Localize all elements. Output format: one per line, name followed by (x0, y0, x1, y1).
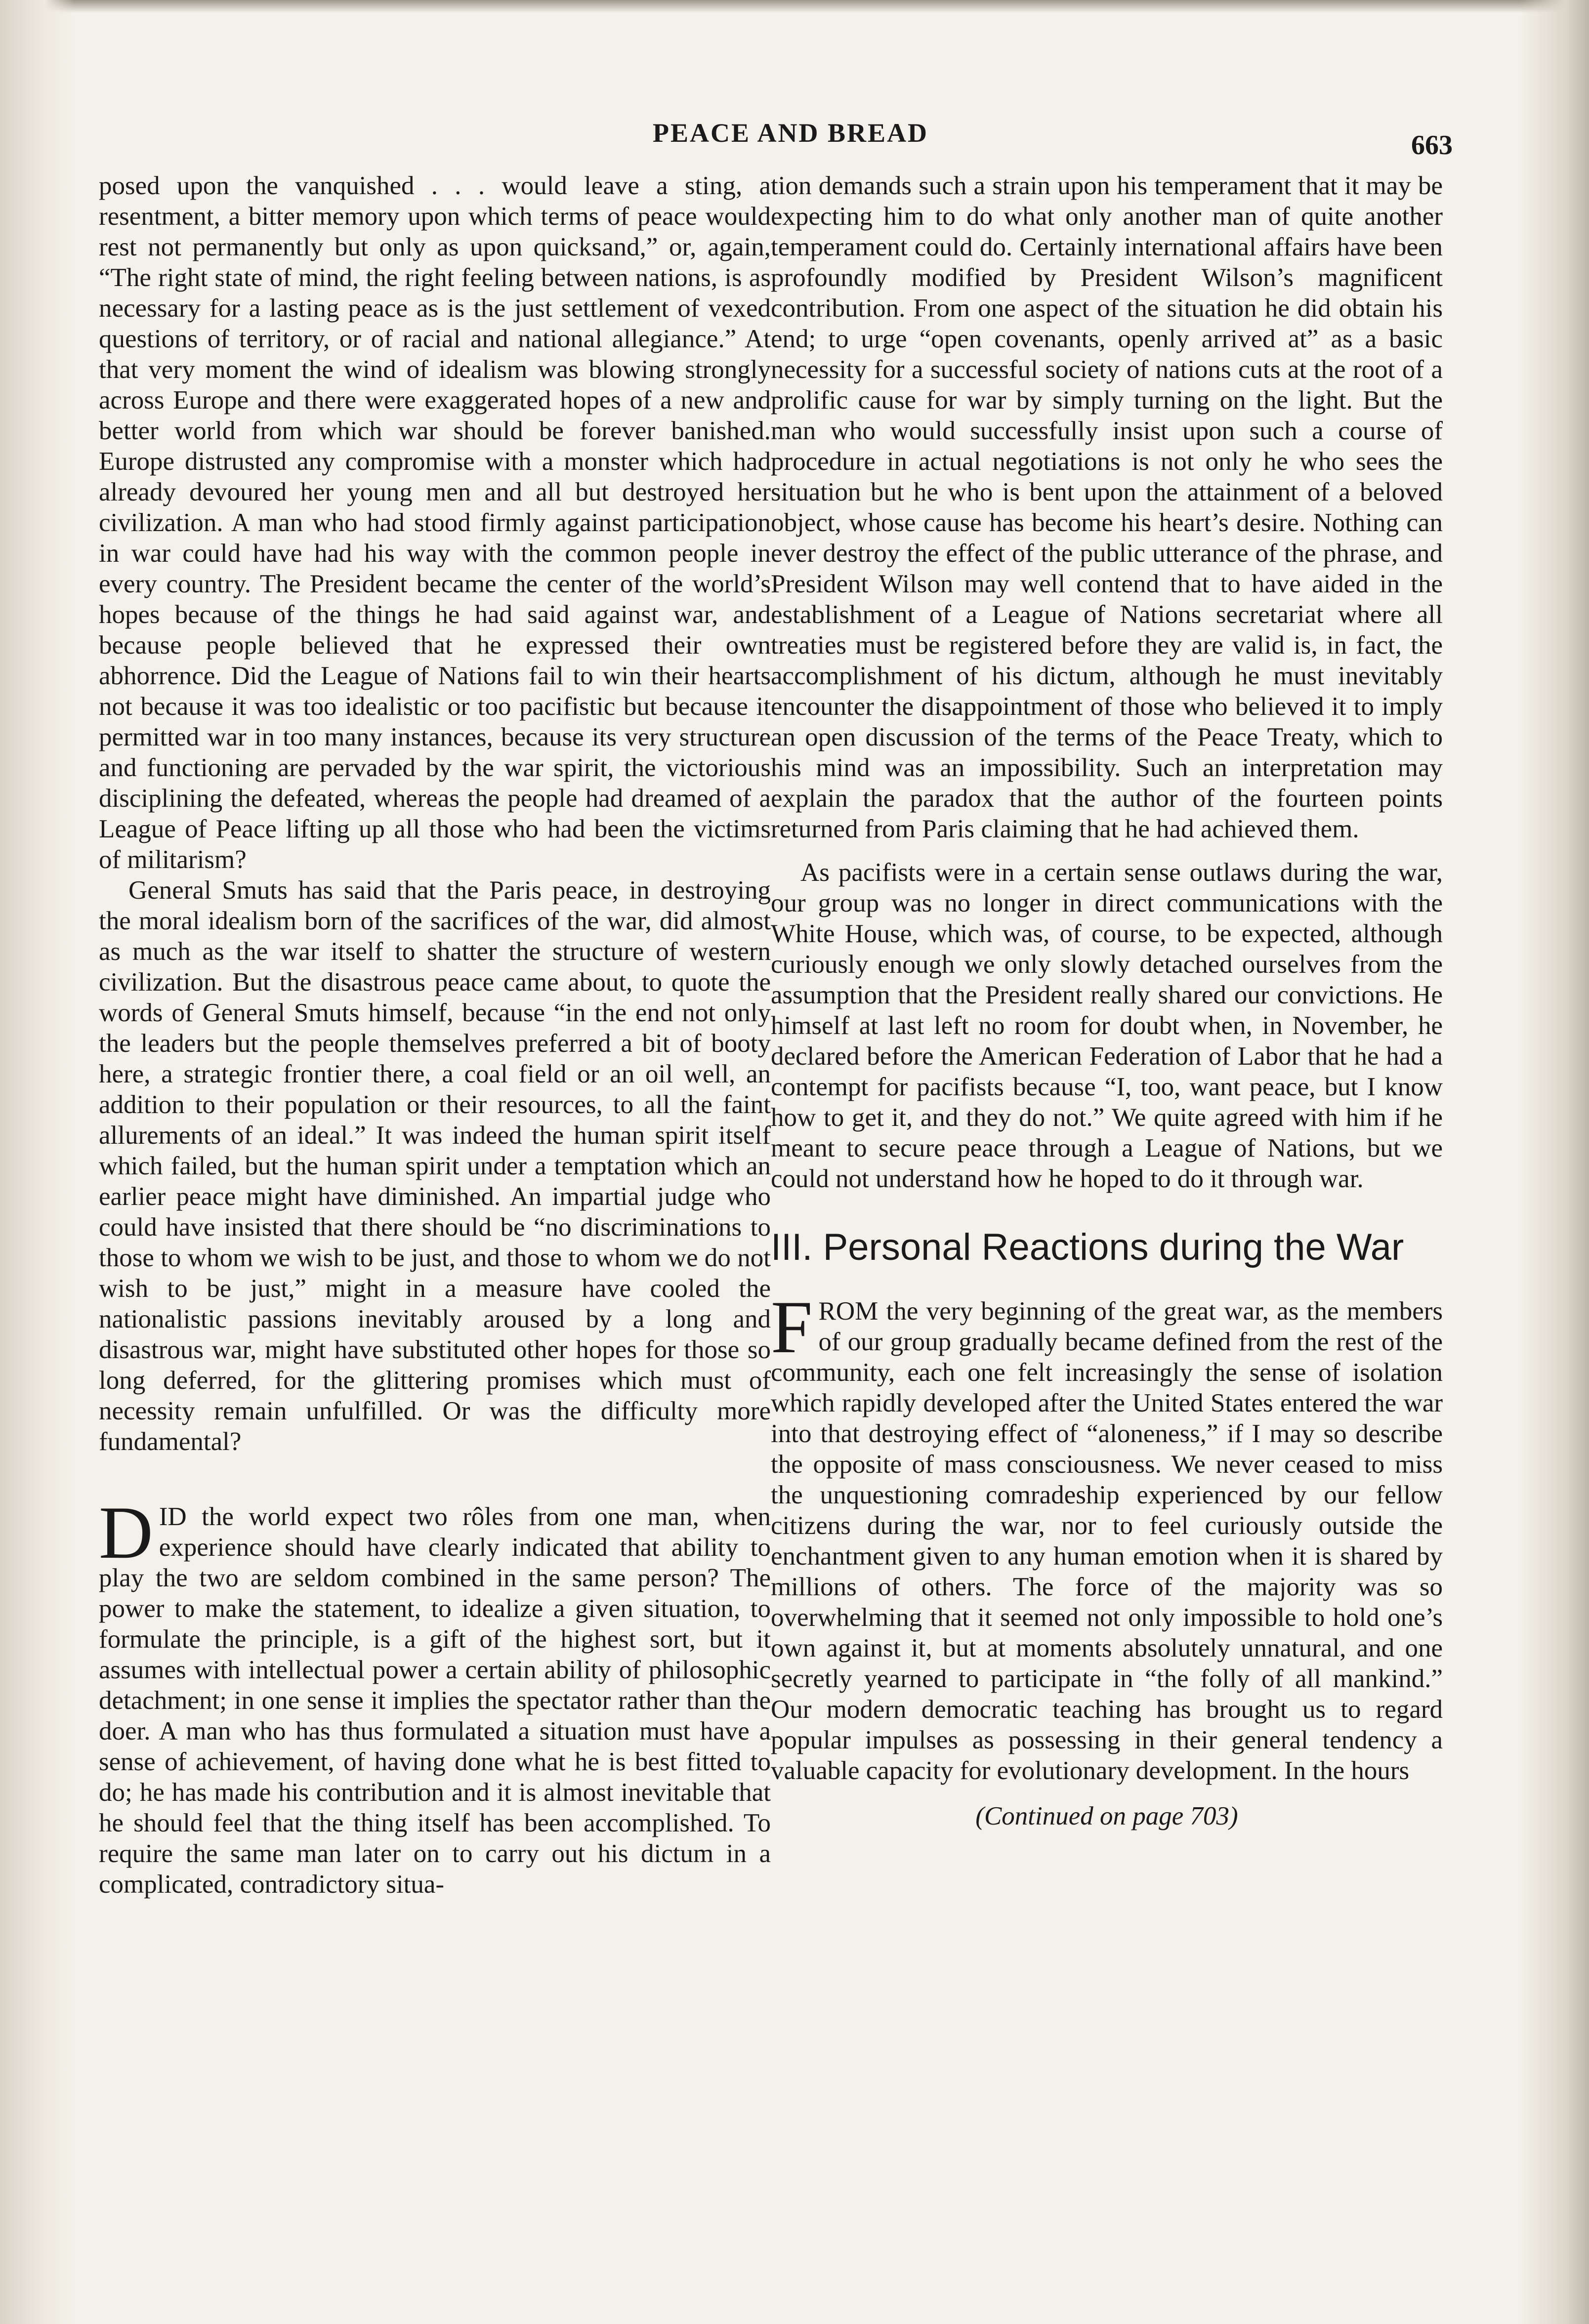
paragraph-gap (99, 1457, 771, 1501)
drop-cap: D (99, 1491, 153, 1574)
paragraph-text: ID the world expect two rôles from one man, when experience should have clearly indicated that ability to play the two are seldom combined in the same person? The power to make the statement, to idealize a given situation, to formulate the principle, is a gift of the highest sort, but it assumes with intellectual power a certain ability of philosophic detachment; in one sense it implies the spectator rather than the doer. A man who has thus formulated a situation must have a sense of achievement, of having done what he is best fitted to do; he has made his contribution and it is almost inevitable that he should feel that the thing itself has been accomplished. To require the same man later on to carry out his dictum in a complicated, contradictory situa- (99, 1502, 771, 1899)
right-column (771, 170, 1443, 1831)
paragraph-with-initial (99, 1491, 771, 1900)
paragraph: tion demands such a strain upon his temperament that it may be expecting him to do what only another man of quite another temperament could do. Certainly international affairs have been profoundly modified by President Wilson’s magnificent contribution. From one aspect of the situation he did obtain his end; to urge “open covenants, openly arrived at” as a basic necessity for a successful society of nations cuts at the root of a prolific cause for war by simply turning on the light. But the man who would successfully insist upon such a course of procedure in actual negotiations is not only he who sees the situation but he who is bent upon the attainment of a beloved object, whose cause has become his heart’s desire. Nothing can ever destroy the effect of the public utterance of the phrase, and President Wilson may well contend that to have aided in the establishment of a League of Nations secretariat where all treaties must be registered before they are valid is, in fact, the accomplishment of his dictum, although he must inevitably encounter the disappointment of those who believed it to imply an open discussion of the terms of the Peace Treaty, which to his mind was an impossibility. Such an interpretation may explain the paradox that the author of the fourteen points returned from Paris claiming that he had achieved them. (771, 171, 1443, 843)
scan-edge-right (1520, 0, 1589, 2324)
continued-note: (Continued on page 703) (975, 1802, 1238, 1830)
paragraph-gap (771, 844, 1443, 857)
section-heading: III. Personal Reactions during the War (771, 1226, 1404, 1268)
scan-edge-left (0, 0, 74, 2324)
left-column (99, 170, 771, 1900)
paragraph: As pacifists were in a certain sense outlaws during the war, our group was no longer in direct communications with the White House, which was, of course, to be expected, although curiously enough we only slowly detached ourselves from the assumption that the President really shared our convictions. He himself at last left no room for doubt when, in November, he declared before the American Federation of Labor that he had a contempt for pacifists because “I, too, want peace, but I know how to get it, and they do not.” We quite agreed with him if he meant to secure peace through a League of Nations, but we could not understand how he hoped to do it through war. (771, 858, 1443, 1193)
paragraph-with-initial (771, 1286, 1443, 1786)
paragraph: General Smuts has said that the Paris peace, in destroying the moral idealism born of the sacrifices of the war, did almost as much as the war itself to shatter the structure of western civilization. But the disastrous peace came about, to quote the words of General Smuts himself, because “in the end not only the leaders but the people themselves preferred a bit of booty here, a strategic frontier there, a coal field or an oil well, an addition to their population or their resources, to all the faint allurements of an ideal.” It was indeed the human spirit itself which failed, but the human spirit under a temptation which an earlier peace might have diminished. An impartial judge who could have insisted that there should be “no discriminations to those to whom we wish to be just, and those to whom we do not wish to be just,” might in a measure have cooled the nationalistic passions inevitably aroused by a long and disastrous war, might have substituted other hopes for those so long deferred, for the glittering promises which must of necessity remain unfulfilled. Or was the difficulty more fundamental? (99, 876, 771, 1456)
drop-cap: F (771, 1286, 813, 1369)
paragraph-text: ROM the very beginning of the great war, as the members of our group gradually became defined from the rest of the community, each one felt increasingly the sense of isolation which rapidly developed after the United States entered the war into that destroying effect of “aloneness,” if I may so describe the opposite of mass consciousness. We never ceased to miss the unquestioning comradeship experienced by our fellow citizens during the war, nor to feel curiously outside the enchantment given to any human emotion when it is shared by millions of others. The force of the majority was so overwhelming that it seemed not only impossible to hold one’s own against it, but at moments absolutely unnatural, and one secretly yearned to participate in “the folly of all mankind.” Our modern democratic teaching has brought us to regard popular impulses as possessing in their general tendency a valuable capacity for evolutionary development. In the hours (771, 1297, 1443, 1785)
page-number: 663 (1411, 130, 1453, 161)
scan-edge-top (0, 0, 1589, 13)
running-head: PEACE AND BREAD (652, 118, 929, 148)
paragraph: posed upon the vanquished . . . would leave a sting, a resentment, a bitter memory upon which terms of peace would rest not permanently but only as upon quicksand,” or, again, “The right state of mind, the right feeling between nations, is as necessary for a lasting peace as is the just settlement of vexed questions of territory, or of racial and national allegiance.” At that very moment the wind of idealism was blowing strongly across Europe and there were exaggerated hopes of a new and better world from which war should be forever banished. Europe distrusted any compromise with a monster which had already devoured her young men and all but destroyed her civilization. A man who had stood firmly against participation in war could have had his way with the common people in every country. The President became the center of the world’s hopes because of the things he had said against war, and because people believed that he expressed their own abhorrence. Did the League of Nations fail to win their hearts not because it was too idealistic or too pacifistic but because it permitted war in too many instances, because its very structure and functioning are pervaded by the war spirit, the victorious disciplining the defeated, whereas the people had dreamed of a League of Peace lifting up all those who had been the victims of militarism? (99, 171, 771, 874)
